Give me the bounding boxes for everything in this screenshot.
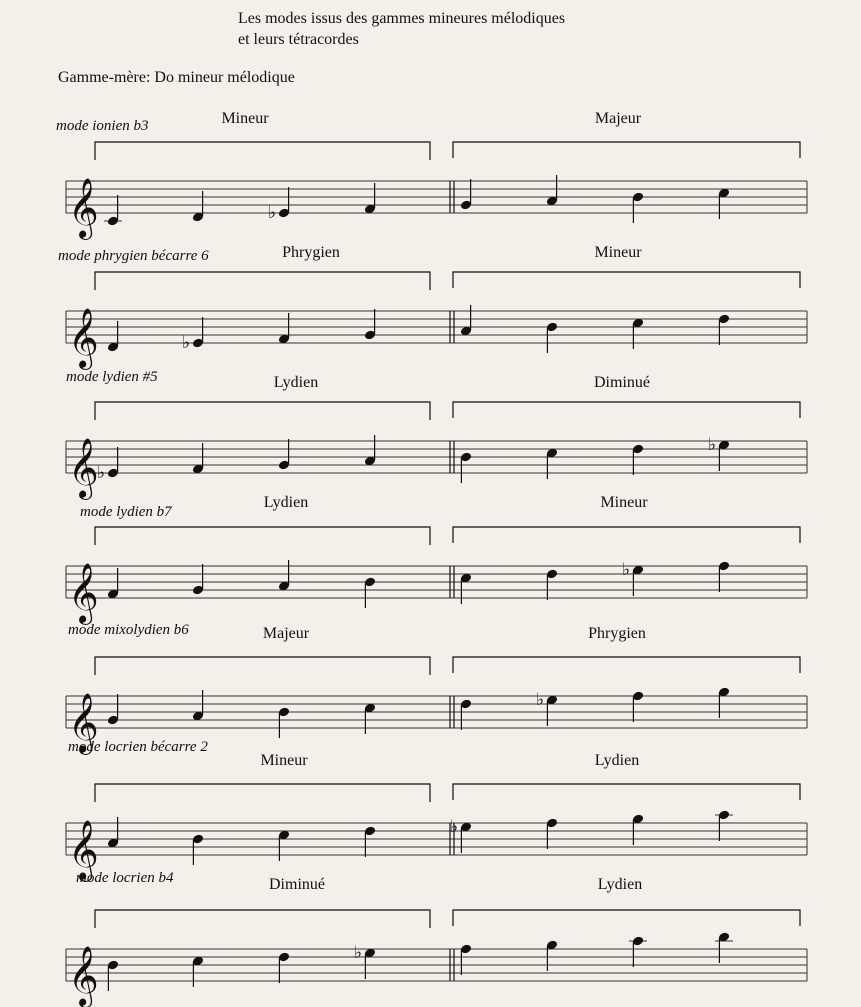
- upper-tetrachord-label: Majeur: [594, 110, 642, 127]
- note-c5: [192, 955, 205, 987]
- title-line-1: Les modes issus des gammes mineures mélodiques: [238, 10, 566, 27]
- lower-tetrachord-label: Lydien: [273, 374, 319, 391]
- lower-tetrachord-label: Mineur: [260, 752, 308, 769]
- note-eb5: [354, 943, 376, 979]
- lower-tetrachord-label: Diminué: [269, 876, 325, 893]
- flat-icon: ♭: [622, 560, 631, 580]
- treble-clef-icon: 𝄞: [68, 438, 99, 498]
- note-d5: [278, 951, 291, 983]
- parent-scale-label: Gamme-mère: Do mineur mélodique: [58, 69, 295, 86]
- treble-clef-icon: 𝄞: [68, 820, 99, 880]
- upper-tetrachord-label: Phrygien: [588, 625, 646, 642]
- treble-clef-icon: 𝄞: [68, 946, 99, 1006]
- treble-clef-icon: 𝄞: [68, 693, 99, 753]
- mode-label: mode locrien b4: [76, 870, 174, 886]
- mode-label: mode ionien b3: [56, 118, 149, 134]
- note-a5: [629, 935, 647, 967]
- note-b5: [715, 931, 733, 963]
- note-f5: [460, 943, 473, 975]
- treble-clef-icon: 𝄞: [68, 178, 99, 238]
- upper-tetrachord-label: Mineur: [600, 494, 648, 511]
- lower-tetrachord-label: Mineur: [221, 110, 269, 127]
- mode-label: mode phrygien bécarre 6: [58, 248, 209, 264]
- note-g5: [546, 939, 559, 971]
- mode-label: mode mixolydien b6: [68, 622, 189, 638]
- upper-tetrachord-label: Lydien: [597, 876, 643, 893]
- note-b4: [107, 959, 120, 991]
- flat-icon: ♭: [708, 435, 717, 455]
- flat-icon: ♭: [450, 817, 459, 837]
- mode-label: mode lydien #5: [66, 369, 158, 385]
- lower-tetrachord-label: Lydien: [263, 494, 309, 511]
- flat-icon: ♭: [354, 943, 363, 963]
- flat-icon: ♭: [536, 690, 545, 710]
- flat-icon: ♭: [182, 333, 191, 353]
- flat-icon: ♭: [97, 463, 106, 483]
- title-line-2: et leurs tétracordes: [238, 31, 359, 48]
- treble-clef-icon: 𝄞: [68, 308, 99, 368]
- lower-tetrachord-bracket: [95, 910, 430, 928]
- mode-label: mode lydien b7: [80, 504, 172, 520]
- upper-tetrachord-bracket: [453, 910, 800, 926]
- lower-tetrachord-label: Majeur: [262, 625, 310, 642]
- mode-label: mode locrien bécarre 2: [68, 739, 208, 755]
- upper-tetrachord-label: Diminué: [594, 374, 650, 391]
- lower-tetrachord-label: Phrygien: [282, 244, 340, 261]
- upper-tetrachord-label: Lydien: [594, 752, 640, 769]
- flat-icon: ♭: [268, 203, 277, 223]
- upper-tetrachord-label: Mineur: [594, 244, 642, 261]
- treble-clef-icon: 𝄞: [68, 563, 99, 623]
